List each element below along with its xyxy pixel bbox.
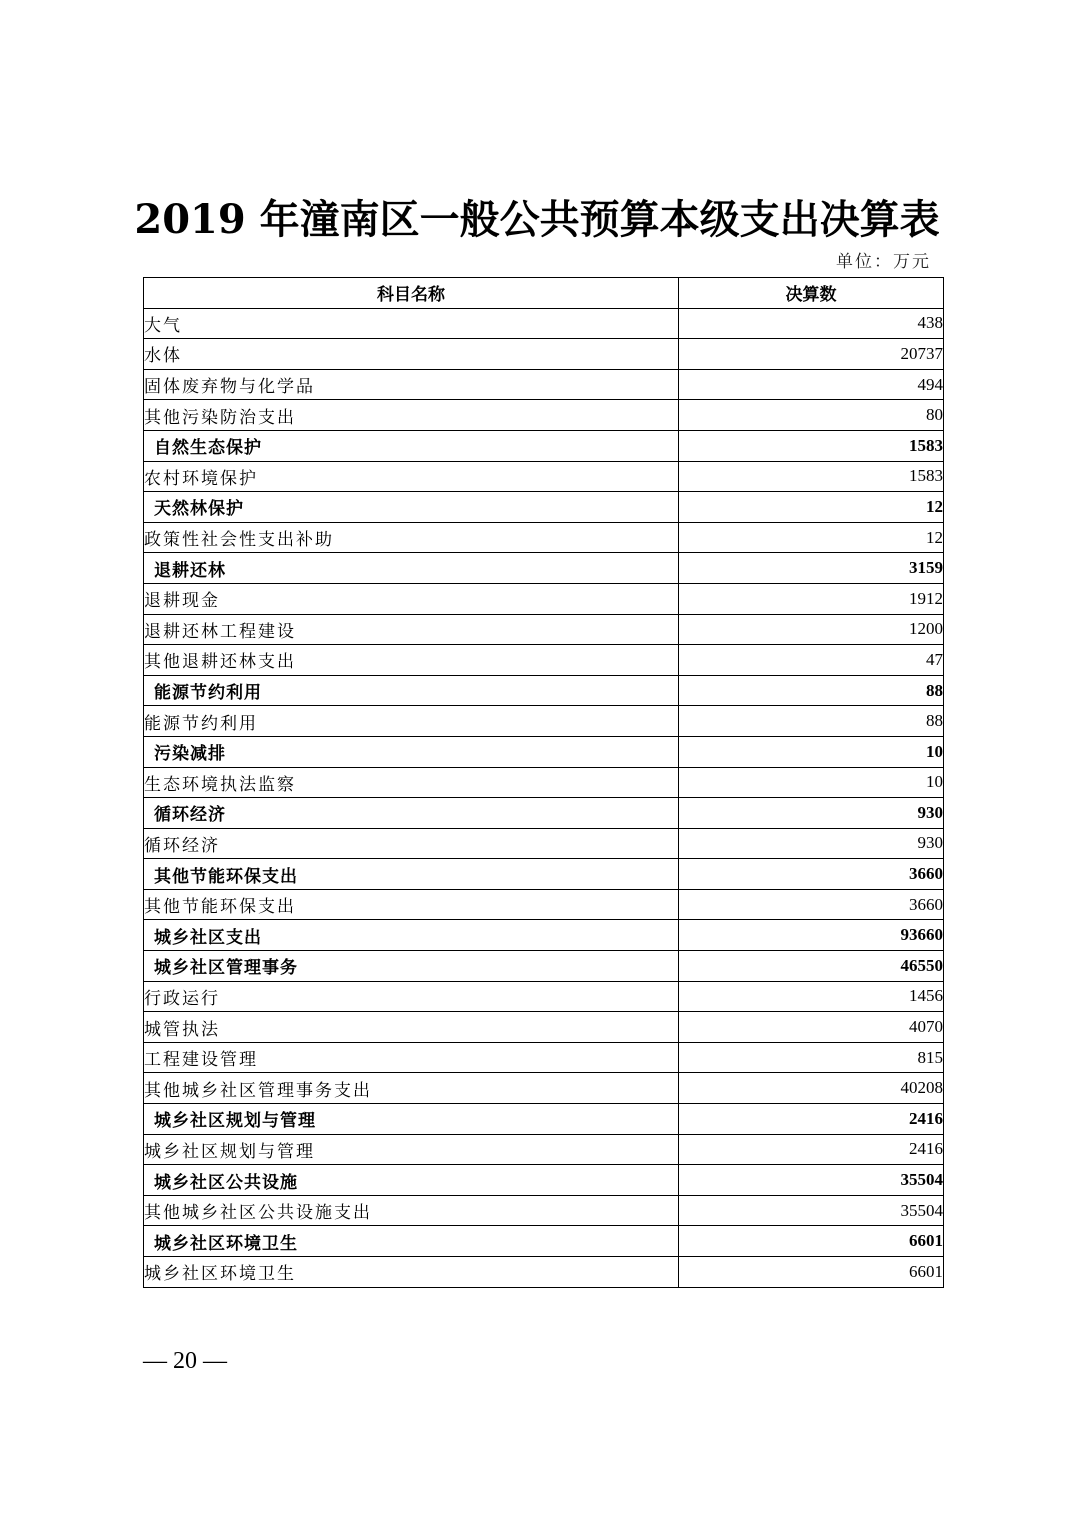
table-row — [144, 1257, 944, 1288]
subject-name-cell: 城乡社区支出 — [144, 920, 679, 951]
category-row — [144, 1165, 944, 1196]
table-row — [144, 400, 944, 431]
category-row — [144, 1104, 944, 1135]
final-amount-cell: 1583 — [679, 461, 944, 492]
final-amount-cell: 2416 — [679, 1104, 944, 1135]
table-row — [144, 1012, 944, 1043]
table-row — [144, 1073, 944, 1104]
table-row — [144, 828, 944, 859]
header-subject-name: 科目名称 — [144, 278, 679, 309]
subject-name-cell: 行政运行 — [144, 981, 679, 1012]
table-row — [144, 522, 944, 553]
subject-name-cell: 农村环境保护 — [144, 461, 679, 492]
table-body — [144, 308, 944, 1287]
final-amount-cell: 12 — [679, 522, 944, 553]
category-row — [144, 951, 944, 982]
subject-name-cell: 其他污染防治支出 — [144, 400, 679, 431]
final-amount-cell: 1456 — [679, 981, 944, 1012]
table-row — [144, 889, 944, 920]
final-amount-cell: 88 — [679, 675, 944, 706]
budget-table — [143, 277, 944, 1288]
final-amount-cell: 12 — [679, 492, 944, 523]
final-amount-cell: 1583 — [679, 430, 944, 461]
final-amount-cell: 6601 — [679, 1226, 944, 1257]
subject-name-cell: 大气 — [144, 308, 679, 339]
subject-name-cell: 其他节能环保支出 — [144, 859, 679, 890]
unit-label: 单位：万元 — [836, 252, 931, 272]
table-row — [144, 369, 944, 400]
subject-name-cell: 自然生态保护 — [144, 430, 679, 461]
final-amount-cell: 1200 — [679, 614, 944, 645]
table-row — [144, 1134, 944, 1165]
table-row — [144, 583, 944, 614]
subject-name-cell: 水体 — [144, 339, 679, 370]
subject-name-cell: 循环经济 — [144, 828, 679, 859]
subject-name-cell: 城乡社区规划与管理 — [144, 1104, 679, 1135]
subject-name-cell: 退耕还林 — [144, 553, 679, 584]
final-amount-cell: 4070 — [679, 1012, 944, 1043]
final-amount-cell: 10 — [679, 767, 944, 798]
final-amount-cell: 88 — [679, 706, 944, 737]
subject-name-cell: 其他城乡社区公共设施支出 — [144, 1195, 679, 1226]
subject-name-cell: 能源节约利用 — [144, 675, 679, 706]
subject-name-cell: 天然林保护 — [144, 492, 679, 523]
final-amount-cell: 10 — [679, 736, 944, 767]
final-amount-cell: 93660 — [679, 920, 944, 951]
subject-name-cell: 其他城乡社区管理事务支出 — [144, 1073, 679, 1104]
subject-name-cell: 固体废弃物与化学品 — [144, 369, 679, 400]
final-amount-cell: 1912 — [679, 583, 944, 614]
table-row — [144, 1195, 944, 1226]
final-amount-cell: 46550 — [679, 951, 944, 982]
category-row — [144, 859, 944, 890]
subject-name-cell: 城乡社区环境卫生 — [144, 1226, 679, 1257]
subject-name-cell: 能源节约利用 — [144, 706, 679, 737]
page-title: 2019 年潼南区一般公共预算本级支出决算表 — [134, 196, 940, 243]
final-amount-cell: 494 — [679, 369, 944, 400]
table-row — [144, 981, 944, 1012]
final-amount-cell: 35504 — [679, 1165, 944, 1196]
final-amount-cell: 35504 — [679, 1195, 944, 1226]
final-amount-cell: 20737 — [679, 339, 944, 370]
category-row — [144, 920, 944, 951]
subject-name-cell: 其他退耕还林支出 — [144, 645, 679, 676]
final-amount-cell: 3660 — [679, 889, 944, 920]
subject-name-cell: 城乡社区管理事务 — [144, 951, 679, 982]
category-row — [144, 675, 944, 706]
subject-name-cell: 城乡社区环境卫生 — [144, 1257, 679, 1288]
final-amount-cell: 3660 — [679, 859, 944, 890]
table-row — [144, 1042, 944, 1073]
table-row — [144, 614, 944, 645]
category-row — [144, 798, 944, 829]
page-number: — 20 — — [143, 1348, 227, 1374]
subject-name-cell: 污染减排 — [144, 736, 679, 767]
subject-name-cell: 城乡社区公共设施 — [144, 1165, 679, 1196]
final-amount-cell: 6601 — [679, 1257, 944, 1288]
subject-name-cell: 退耕还林工程建设 — [144, 614, 679, 645]
final-amount-cell: 3159 — [679, 553, 944, 584]
final-amount-cell: 47 — [679, 645, 944, 676]
subject-name-cell: 生态环境执法监察 — [144, 767, 679, 798]
table-row — [144, 645, 944, 676]
final-amount-cell: 438 — [679, 308, 944, 339]
category-row — [144, 736, 944, 767]
subject-name-cell: 其他节能环保支出 — [144, 889, 679, 920]
subject-name-cell: 政策性社会性支出补助 — [144, 522, 679, 553]
subject-name-cell: 循环经济 — [144, 798, 679, 829]
table-row — [144, 308, 944, 339]
final-amount-cell: 40208 — [679, 1073, 944, 1104]
final-amount-cell: 930 — [679, 828, 944, 859]
table-row — [144, 461, 944, 492]
table-row — [144, 339, 944, 370]
subject-name-cell: 工程建设管理 — [144, 1042, 679, 1073]
table-row — [144, 767, 944, 798]
subject-name-cell: 城乡社区规划与管理 — [144, 1134, 679, 1165]
category-row — [144, 430, 944, 461]
final-amount-cell: 815 — [679, 1042, 944, 1073]
category-row — [144, 492, 944, 523]
subject-name-cell: 城管执法 — [144, 1012, 679, 1043]
category-row — [144, 1226, 944, 1257]
final-amount-cell: 80 — [679, 400, 944, 431]
header-final-amount: 决算数 — [679, 278, 944, 309]
subject-name-cell: 退耕现金 — [144, 583, 679, 614]
final-amount-cell: 2416 — [679, 1134, 944, 1165]
final-amount-cell: 930 — [679, 798, 944, 829]
category-row — [144, 553, 944, 584]
table-header-row — [144, 278, 944, 309]
table-row — [144, 706, 944, 737]
